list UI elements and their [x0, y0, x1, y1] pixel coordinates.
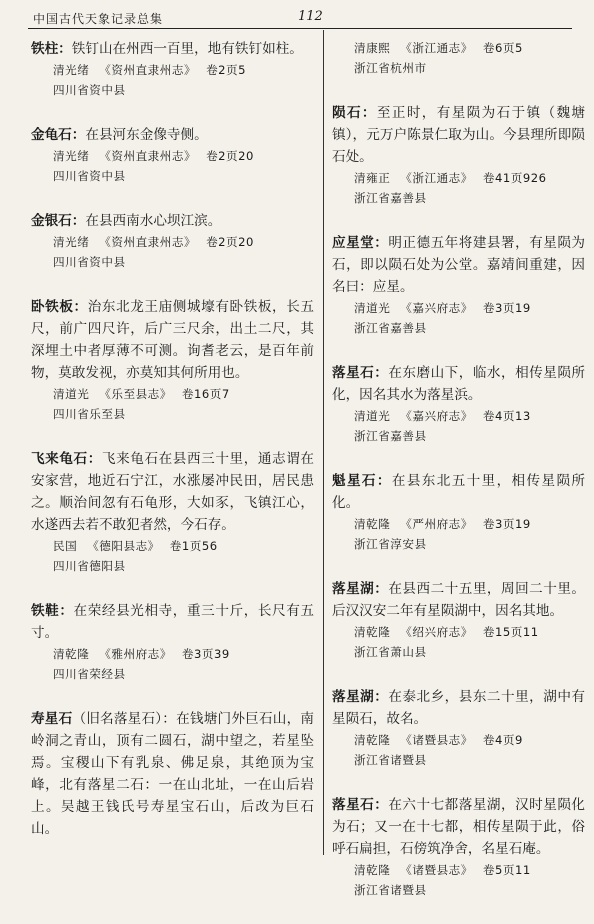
- record-entry: [332, 38, 585, 78]
- record-entry: [332, 686, 585, 770]
- entry-text: [31, 600, 314, 644]
- entry-heading: 陨石：: [332, 105, 377, 121]
- entry-text: [31, 708, 314, 840]
- entry-location: 浙江省淳安县: [354, 537, 427, 551]
- entry-description: 铁钉山在州西一百里，地有铁钉如柱。: [71, 41, 303, 57]
- source-volume: 卷1页56: [169, 539, 218, 553]
- entry-description: 在县西南水心坝江滨。: [85, 213, 222, 229]
- record-entry: [332, 232, 585, 338]
- entry-description: 治东北龙王庙侧城壕有卧铁板，长五尺，前广四尺许，后广三尺余，出土二尺，其深埋土中者厚薄不可测。询耆老云，是百年前物，莫敢发视，亦莫知其何所用也。: [31, 299, 315, 381]
- book-title: 中国古代天象记录总集: [33, 12, 164, 26]
- entry-text: [332, 102, 585, 168]
- source-work: 《资州直隶州志》: [99, 235, 197, 249]
- entry-description: 在县东北五十里，相传星陨所化。: [332, 473, 586, 511]
- entry-heading: 落星石：: [332, 797, 389, 813]
- left-column: [31, 38, 314, 864]
- entry-location: 浙江省诸暨县: [354, 753, 427, 767]
- header-rule: [28, 28, 572, 29]
- source-work: 《资州直隶州志》: [99, 149, 197, 163]
- source-era: 清光绪: [53, 149, 90, 163]
- entry-heading: 落星石：: [332, 365, 389, 381]
- record-entry: [332, 362, 585, 446]
- source-work: 《严州府志》: [400, 517, 473, 531]
- source-volume: 卷4页9: [482, 733, 523, 747]
- source-era: 民国: [53, 539, 78, 553]
- entry-source: [31, 644, 314, 664]
- source-volume: 卷4页13: [482, 409, 531, 423]
- source-volume: 卷2页20: [206, 235, 254, 249]
- entry-location: 四川省乐至县: [53, 407, 126, 421]
- entry-source: [332, 860, 585, 880]
- entry-location: 四川省资中县: [53, 255, 126, 269]
- source-work: 《嘉兴府志》: [400, 301, 473, 315]
- entry-text: [332, 686, 585, 730]
- entry-description: 在六十七都落星湖，汉时星陨化为石；又一在十七都，相传星陨于此，俗呼石扁担，石傍筑净舍，名星石庵。: [332, 797, 586, 857]
- column-divider: [323, 30, 324, 855]
- entry-text: [332, 470, 585, 514]
- entry-heading: 落星湖：: [332, 581, 389, 597]
- entry-heading: 寿星石: [31, 711, 73, 727]
- source-work: 《雅州府志》: [99, 647, 172, 661]
- entry-text: [332, 232, 585, 298]
- source-era: 清乾隆: [354, 733, 391, 747]
- record-entry: [31, 210, 314, 272]
- entry-heading: 飞来龟石：: [31, 451, 102, 467]
- record-entry: [31, 38, 314, 100]
- source-era: 清道光: [354, 301, 391, 315]
- source-volume: 卷3页19: [482, 517, 531, 531]
- entry-source: [31, 60, 314, 80]
- entry-description: 在泰北乡，县东二十里，湖中有星陨石，故名。: [332, 689, 586, 727]
- entry-description: 在荣经县光相寺，重三十斤，长尺有五寸。: [31, 603, 315, 641]
- entry-heading: 卧铁板：: [31, 299, 88, 315]
- entry-source: [31, 536, 314, 556]
- source-era: 清光绪: [53, 235, 90, 249]
- source-era: 清光绪: [53, 63, 90, 77]
- entry-text: [31, 210, 314, 232]
- entry-text: [31, 448, 314, 536]
- source-volume: 卷2页20: [206, 149, 254, 163]
- record-entry: [31, 448, 314, 576]
- source-volume: 卷3页39: [181, 647, 230, 661]
- entry-location: 浙江省嘉善县: [354, 321, 427, 335]
- entry-source: [332, 38, 585, 58]
- record-entry: [332, 102, 585, 208]
- record-entry: [31, 296, 314, 424]
- source-era: 清康熙: [354, 41, 391, 55]
- page-number: 112: [298, 9, 323, 24]
- record-entry: [332, 578, 585, 662]
- entry-source: [332, 298, 585, 318]
- record-entry: [31, 124, 314, 186]
- entry-heading: 铁柱：: [31, 41, 72, 57]
- entry-source: [332, 730, 585, 750]
- source-work: 《浙江通志》: [400, 41, 473, 55]
- entry-source: [332, 168, 585, 188]
- source-work: 《绍兴府志》: [400, 625, 473, 639]
- entry-source: [31, 384, 314, 404]
- record-entry: [31, 708, 314, 840]
- entry-description: 在县西二十五里，周回二十里。后汉汉安二年有星陨湖中，因名其地。: [332, 581, 586, 619]
- source-volume: 卷2页5: [206, 63, 247, 77]
- entry-heading: 金银石：: [31, 213, 86, 229]
- source-volume: 卷5页11: [482, 863, 531, 877]
- entry-heading: 金龟石：: [31, 127, 86, 143]
- entry-source: [31, 232, 314, 252]
- entry-text: [31, 296, 314, 384]
- entry-text: [332, 362, 585, 406]
- entry-location: 浙江省嘉善县: [354, 429, 427, 443]
- entry-source: [332, 622, 585, 642]
- entry-description: 至正时，有星陨为石于镇（魏塘镇），元万户陈景仁取为山。今县理所即陨石处。: [332, 105, 586, 165]
- source-work: 《乐至县志》: [99, 387, 172, 401]
- entry-location: 四川省资中县: [53, 83, 126, 97]
- source-volume: 卷3页19: [482, 301, 531, 315]
- entry-source: [332, 406, 585, 426]
- entry-text: [31, 124, 314, 146]
- source-era: 清雍正: [354, 171, 391, 185]
- record-entry: [31, 600, 314, 684]
- record-entry: [332, 794, 585, 900]
- source-work: 《资州直隶州志》: [99, 63, 197, 77]
- entry-description: 在县河东金像寺侧。: [85, 127, 208, 143]
- record-entry: [332, 470, 585, 554]
- source-volume: 卷15页11: [482, 625, 539, 639]
- source-era: 清道光: [354, 409, 391, 423]
- entry-source: [332, 514, 585, 534]
- source-work: 《浙江通志》: [400, 171, 473, 185]
- entry-heading: 落星湖：: [332, 689, 389, 705]
- page-header: [33, 10, 572, 28]
- source-work: 《德阳县志》: [87, 539, 160, 553]
- entry-source: [31, 146, 314, 166]
- entry-text: [332, 578, 585, 622]
- entry-location: 浙江省杭州市: [354, 61, 427, 75]
- source-work: 《诸暨县志》: [400, 863, 473, 877]
- source-work: 《诸暨县志》: [400, 733, 473, 747]
- entry-description: （旧名落星石）：在钱塘门外巨石山，南岭洞之青山，顶有二圆石，湖中望之，若星坠焉。宝稷山下有乳泉、佛足泉，其绝顶为宝峰，北有落星二石：一在山北址，一在山后岩上。吴越王钱氏号寿星宝石山，后改为巨石山。: [31, 711, 315, 837]
- entry-heading: 魁星石：: [332, 473, 392, 489]
- entry-location: 四川省资中县: [53, 169, 126, 183]
- source-era: 清乾隆: [354, 517, 391, 531]
- entry-location: 四川省德阳县: [53, 559, 126, 573]
- source-era: 清乾隆: [53, 647, 90, 661]
- right-column: [332, 38, 585, 924]
- source-volume: 卷41页926: [482, 171, 547, 185]
- entry-description: 明正德五年将建县署，有星陨为石，即以陨石处为公堂。嘉靖间重建，因名曰：应星。: [332, 235, 586, 295]
- source-era: 清乾隆: [354, 863, 391, 877]
- entry-heading: 应星堂：: [332, 235, 389, 251]
- source-volume: 卷6页5: [482, 41, 523, 55]
- source-era: 清道光: [53, 387, 90, 401]
- entry-location: 浙江省诸暨县: [354, 883, 427, 897]
- entry-location: 四川省荣经县: [53, 667, 126, 681]
- source-era: 清乾隆: [354, 625, 391, 639]
- entry-description: 飞来龟石在县西三十里，通志谓在安家营，地近石宁江，水涨屡冲民田，居民患之。顺治间忽有石龟形，大如豕，飞镇江心，水遂西去若不敢犯者然，今石存。: [31, 451, 315, 533]
- entry-text: [332, 794, 585, 860]
- source-volume: 卷16页7: [181, 387, 230, 401]
- entry-location: 浙江省萧山县: [354, 645, 427, 659]
- entry-text: [31, 38, 314, 60]
- entry-heading: 铁鞋：: [31, 603, 74, 619]
- source-work: 《嘉兴府志》: [400, 409, 473, 423]
- entry-location: 浙江省嘉善县: [354, 191, 427, 205]
- entry-description: 在东磨山下，临水，相传星陨所化，因名其水为落星浜。: [332, 365, 586, 403]
